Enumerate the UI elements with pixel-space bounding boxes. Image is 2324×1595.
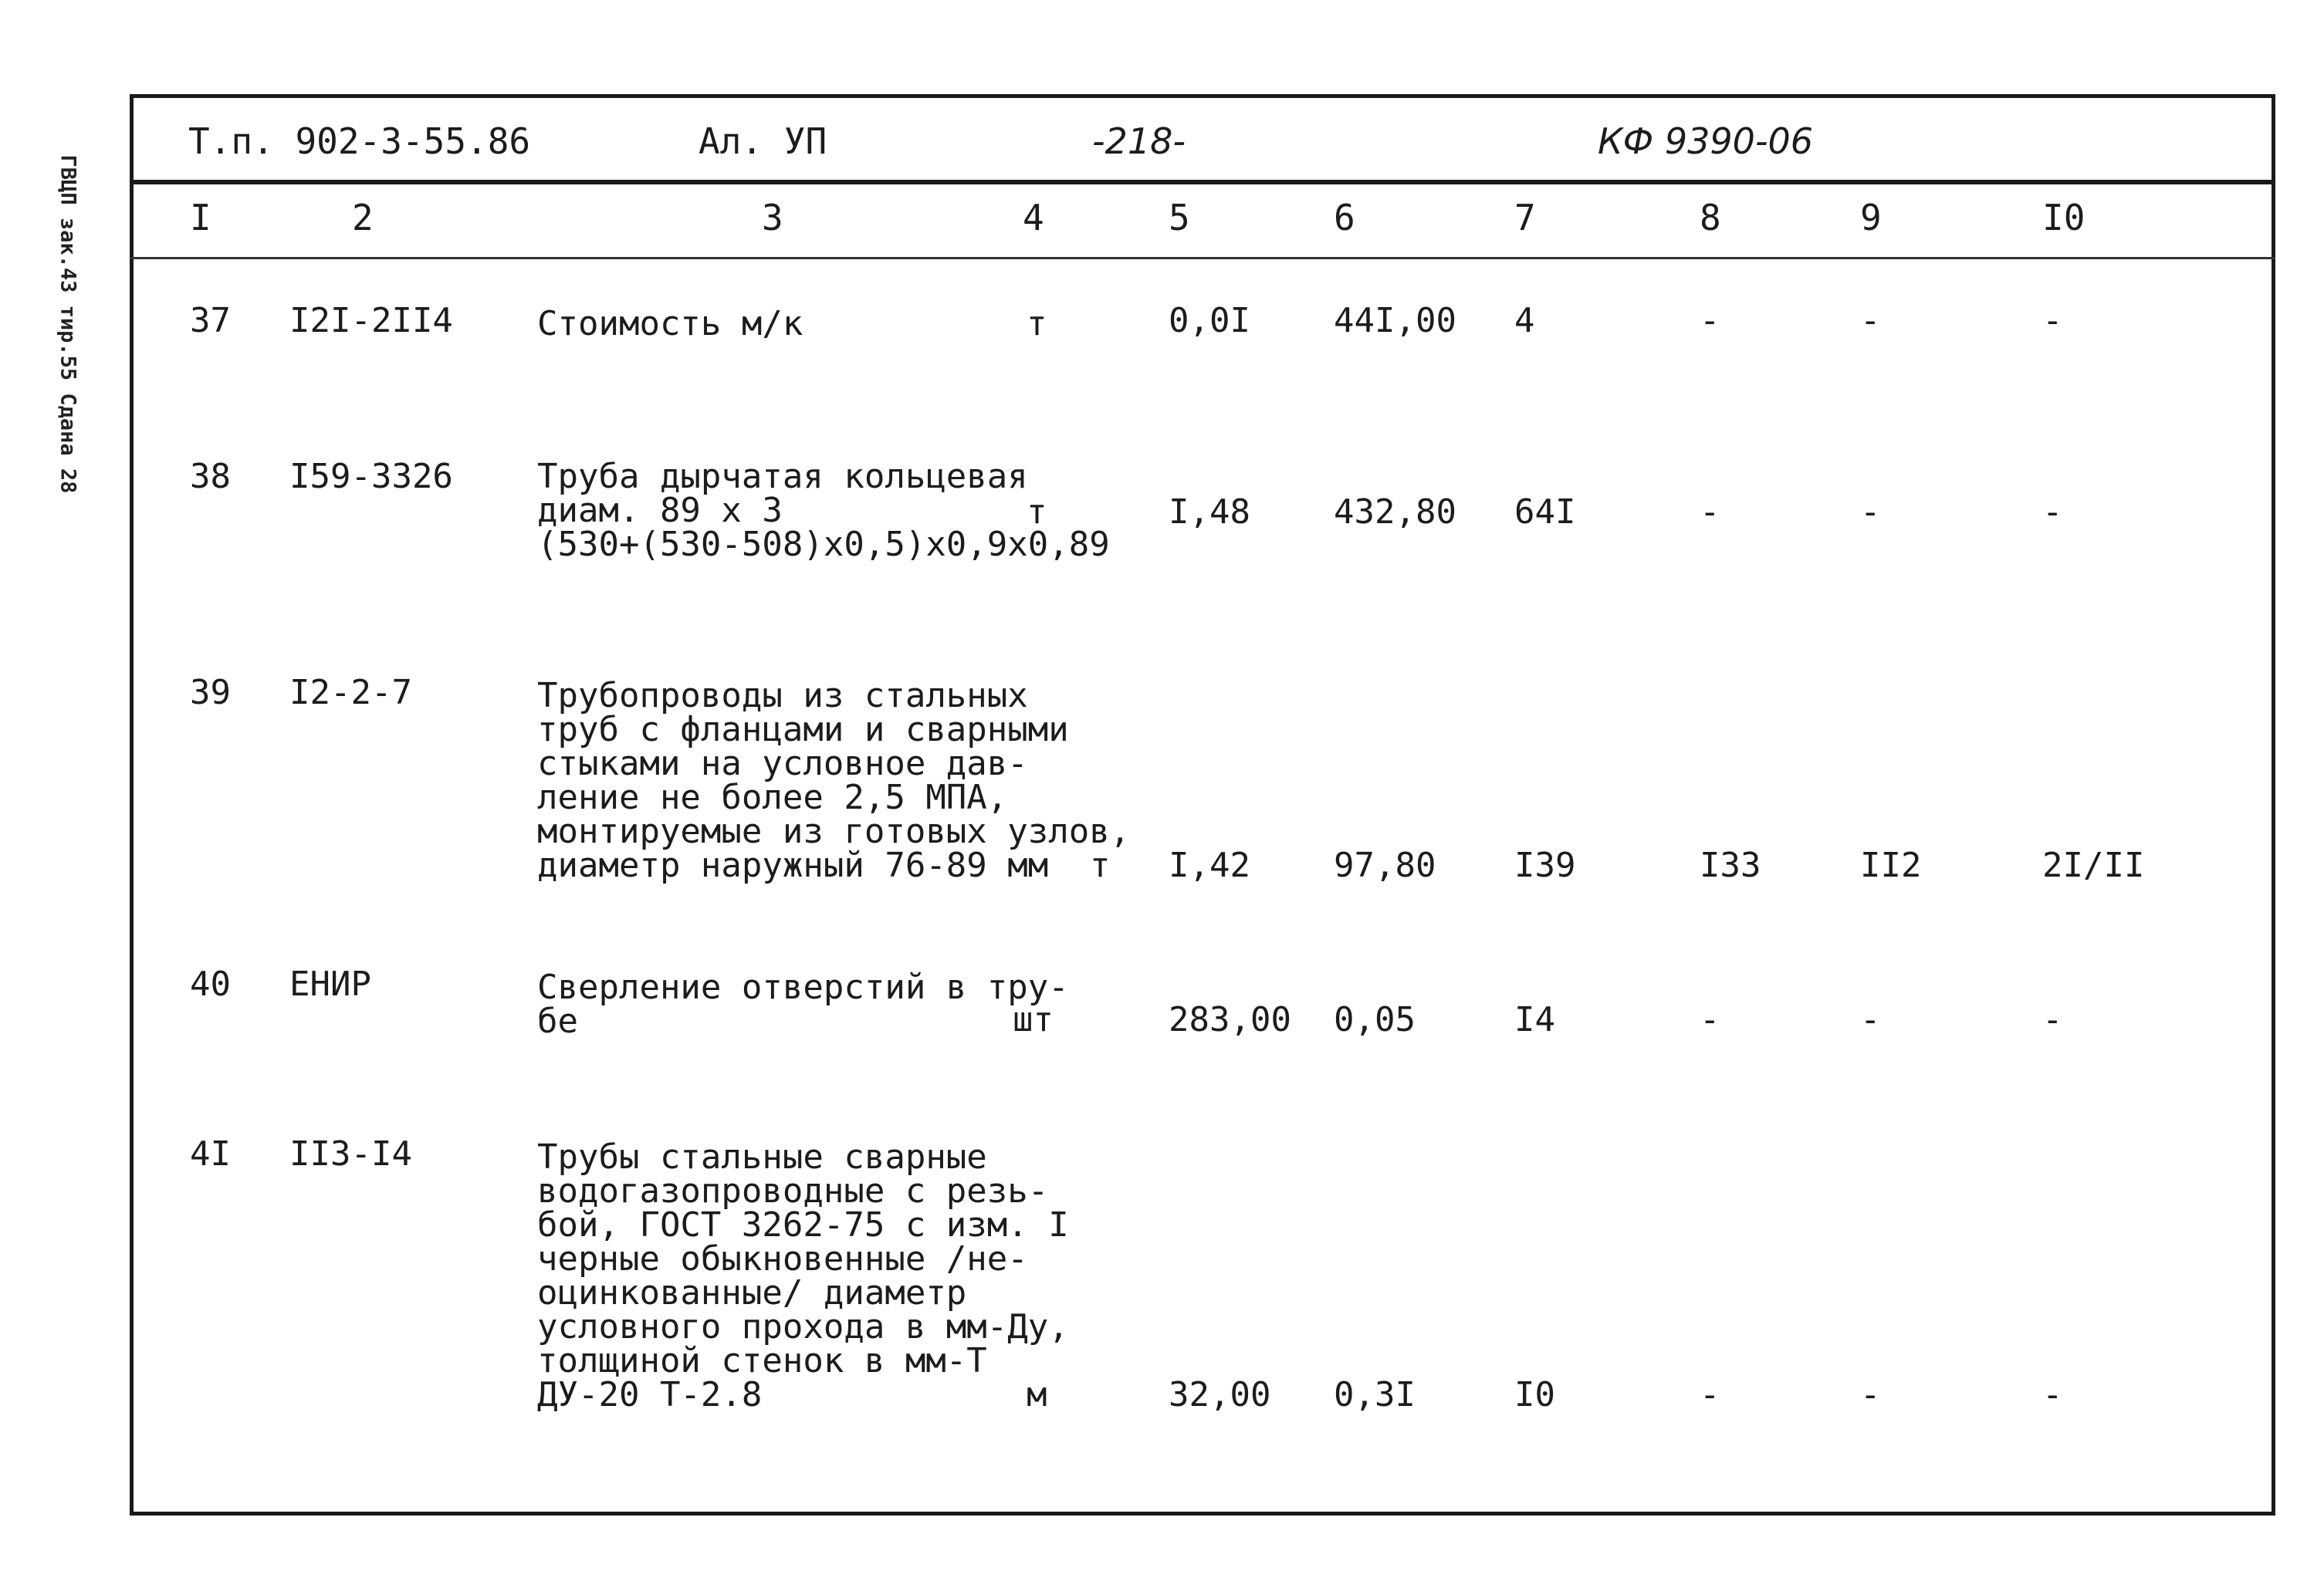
row-description: Трубы стальные сварные водогазопроводные с резь- бой, ГОСТ 3262-75 с изм. I черные обыкновенные /не- оцинкованные/ диаметр условного прохода в мм-Ду, толщиной стенок в мм-Т ДУ-20 Т-2.8 xyxy=(537,1137,1069,1414)
row-number: 38 xyxy=(190,457,231,496)
row-number: 40 xyxy=(190,965,231,1004)
row-quantity: 32,00 xyxy=(1169,1375,1271,1414)
col-num-6: 6 xyxy=(1334,197,1355,238)
row-price: 97,80 xyxy=(1334,846,1436,885)
row-description: Трубопроводы из стальных труб с фланцами и сварными стыками на условное дав- ление не более 2,5 МПА, монтируемые из готовых узлов, диаметр наружный 76-89 мм xyxy=(537,676,1131,885)
row-col8: I33 xyxy=(1700,846,1761,885)
row-total: I39 xyxy=(1514,846,1576,885)
row-total: I0 xyxy=(1514,1375,1555,1414)
row-unit: м xyxy=(1027,1375,1047,1414)
row-col10: - xyxy=(2042,1000,2063,1039)
row-col8: - xyxy=(1700,492,1720,532)
row-unit: т xyxy=(1027,492,1047,532)
row-total: I4 xyxy=(1514,1000,1555,1039)
row-col9: - xyxy=(1860,301,1881,340)
row-quantity: I,48 xyxy=(1169,492,1250,532)
row-col10: 2I/II xyxy=(2042,846,2145,885)
row-col10: - xyxy=(2042,1375,2063,1414)
header-document-code: КФ 9390-06 xyxy=(1598,120,1814,162)
row-description: Сверление отверстий в тру- бе xyxy=(537,968,1069,1041)
col-num-10: I0 xyxy=(2042,197,2086,238)
col-num-4: 4 xyxy=(1023,197,1044,238)
col-num-1: I xyxy=(190,197,211,238)
row-unit: т xyxy=(1090,846,1111,885)
col-num-2: 2 xyxy=(352,197,374,238)
row-col8: - xyxy=(1700,1000,1720,1039)
header-series: Т.п. 902-3-55.86 xyxy=(188,120,531,162)
row-col9: II2 xyxy=(1860,846,1922,885)
col-num-5: 5 xyxy=(1169,197,1190,238)
row-total: 4 xyxy=(1514,301,1535,340)
row-code: I2I-2II4 xyxy=(289,301,453,340)
row-unit: шт xyxy=(1013,1000,1054,1039)
row-code: I2-2-7 xyxy=(289,673,412,712)
row-quantity: I,42 xyxy=(1169,846,1250,885)
row-price: 44I,00 xyxy=(1334,301,1456,340)
row-total: 64I xyxy=(1514,492,1576,532)
row-col10: - xyxy=(2042,301,2063,340)
row-col8: - xyxy=(1700,1375,1720,1414)
row-col9: - xyxy=(1860,492,1881,532)
column-header-divider xyxy=(130,257,2275,259)
row-unit: т xyxy=(1027,304,1047,343)
col-num-3: 3 xyxy=(762,197,783,238)
row-col9: - xyxy=(1860,1000,1881,1039)
row-price: 0,3I xyxy=(1334,1375,1416,1414)
row-number: 37 xyxy=(190,301,231,340)
row-col10: - xyxy=(2042,492,2063,532)
row-quantity: 0,0I xyxy=(1169,301,1250,340)
row-number: 39 xyxy=(190,673,231,712)
row-col8: - xyxy=(1700,301,1720,340)
row-description: Стоимость м/к xyxy=(537,304,803,343)
row-number: 4I xyxy=(190,1134,231,1174)
header-album: Ал. УП xyxy=(699,120,827,162)
row-price: 432,80 xyxy=(1334,492,1456,532)
row-code: ЕНИР xyxy=(289,965,371,1004)
row-code: I59-3326 xyxy=(289,457,453,496)
row-quantity: 283,00 xyxy=(1169,1000,1291,1039)
row-description: Труба дырчатая кольцевая диам. 89 х 3 (530+(530-508)х0,5)х0,9х0,89 xyxy=(537,457,1110,564)
side-stamp-text: ГВЦП зак.43 тир.55 Сдана 28 xyxy=(56,154,80,494)
col-num-9: 9 xyxy=(1860,197,1882,238)
row-code: II3-I4 xyxy=(289,1134,412,1174)
row-col9: - xyxy=(1860,1375,1881,1414)
header-page-number: -218- xyxy=(1092,120,1186,162)
col-num-7: 7 xyxy=(1514,197,1536,238)
side-stamp xyxy=(45,108,91,540)
row-price: 0,05 xyxy=(1334,1000,1416,1039)
col-num-8: 8 xyxy=(1700,197,1721,238)
